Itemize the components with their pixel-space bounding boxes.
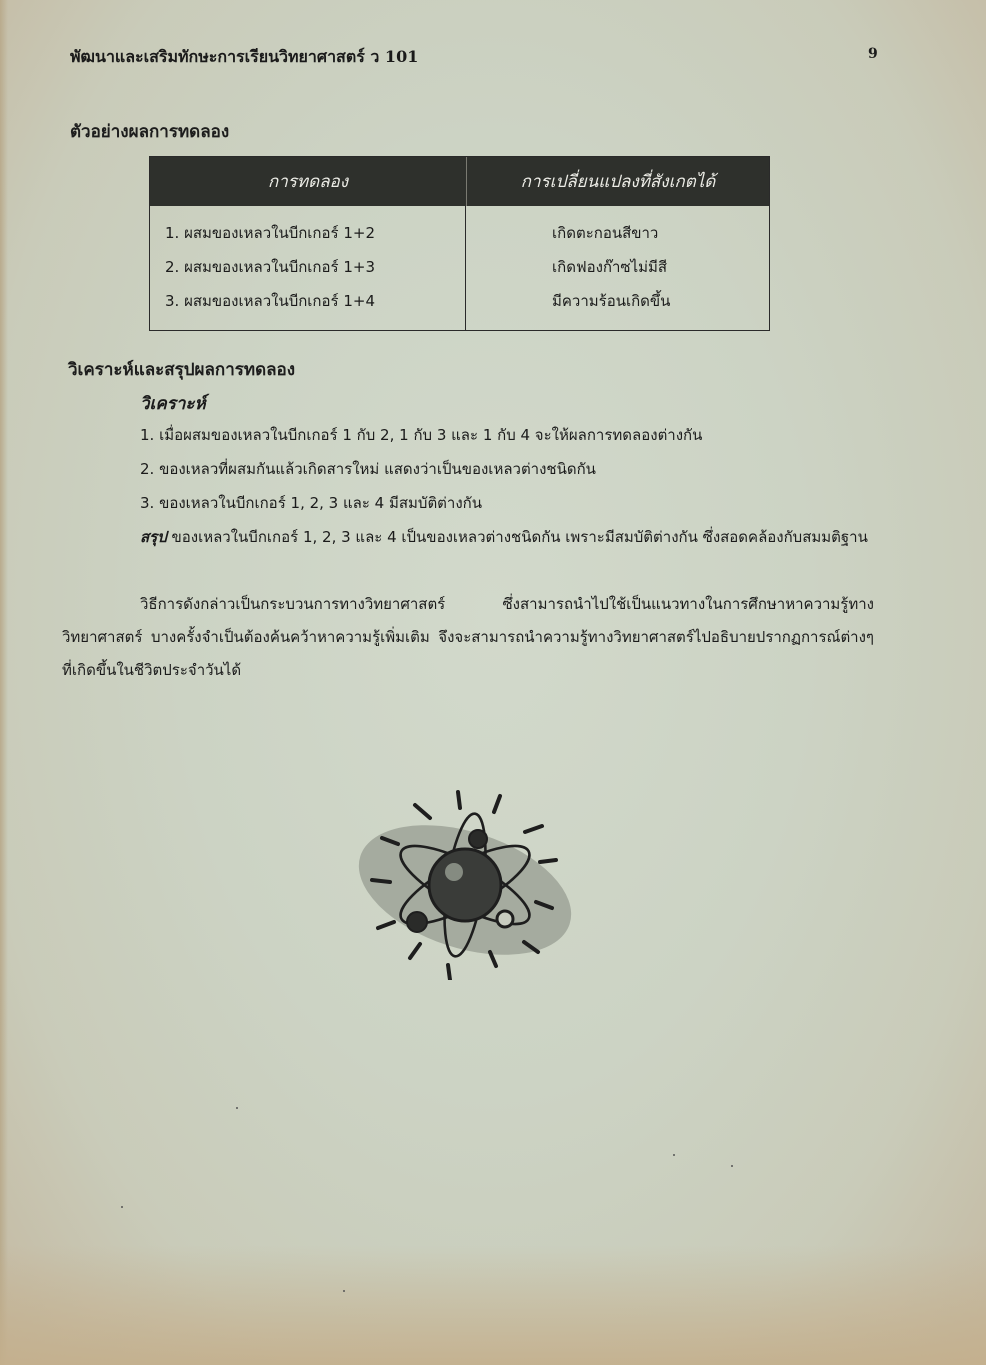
column-header-experiment: การทดลอง xyxy=(150,157,467,206)
conclusion-paragraph xyxy=(62,521,874,554)
table-cell-experiment: 1. ผสมของเหลวในบีกเกอร์ 1+2 xyxy=(165,224,376,242)
running-title: พัฒนาและเสริมทักษะการเรียนวิทยาศาสตร์ ว 101 xyxy=(70,47,419,66)
table-cell-observation: เกิดฟองก๊าซไม่มีสี xyxy=(552,258,668,276)
conclusion-text: ของเหลวในบีกเกอร์ 1, 2, 3 และ 4 เป็นของเหลวต่างชนิดกัน เพราะมีสมบัติต่างกัน ซึ่งสอดคล้องกับสมมติฐาน xyxy=(166,528,868,546)
scan-speck xyxy=(731,1165,733,1167)
atom-icon xyxy=(340,780,590,980)
analysis-item: 1. เมื่อผสมของเหลวในบีกเกอร์ 1 กับ 2, 1 กับ 3 และ 1 กับ 4 จะให้ผลการทดลองต่างกัน xyxy=(140,426,703,444)
analysis-item: 3. ของเหลวในบีกเกอร์ 1, 2, 3 และ 4 มีสมบัติต่างกัน xyxy=(140,494,483,512)
analysis-subheading: วิเคราะห์ xyxy=(140,394,206,414)
table-header xyxy=(150,157,769,206)
table-body xyxy=(150,206,769,330)
scan-speck xyxy=(343,1290,345,1292)
method-paragraph xyxy=(62,588,874,687)
analysis-heading: วิเคราะห์และสรุปผลการทดลอง xyxy=(68,360,296,380)
table-cell-experiment: 2. ผสมของเหลวในบีกเกอร์ 1+3 xyxy=(165,258,376,276)
analysis-item: 2. ของเหลวที่ผสมกันแล้วเกิดสารใหม่ แสดงว่าเป็นของเหลวต่างชนิดกัน xyxy=(140,460,596,478)
table-cell-observation: เกิดตะกอนสีขาว xyxy=(552,224,659,242)
table-cell-observation: มีความร้อนเกิดขึ้น xyxy=(552,292,671,310)
conclusion-label: สรุป xyxy=(140,528,167,546)
page-number: 9 xyxy=(868,46,878,62)
analysis-list xyxy=(140,424,880,526)
table-cell-experiment: 3. ผสมของเหลวในบีกเกอร์ 1+4 xyxy=(165,292,376,310)
scan-speck xyxy=(673,1154,675,1156)
method-text: วิธีการดังกล่าวเป็นกระบวนการทางวิทยาศาสตร์ ซึ่งสามารถนำไปใช้เป็นแนวทางในการศึกษาหาความรู้ทางวิทยาศาสตร์ บางครั้งจำเป็นต้องค้นคว้าหาความรู้เพิ่มเติม จึงจะสามารถนำความรู้ทางวิทยาศาสตร์ไปอธิบายปรากฏการณ์ต่างๆ ที่เกิดขึ้นในชีวิตประจำวันได้ xyxy=(62,595,874,679)
scan-speck xyxy=(121,1206,123,1208)
experiment-column xyxy=(150,206,466,330)
column-header-observation: การเปลี่ยนแปลงที่สังเกตได้ xyxy=(520,172,716,192)
results-table xyxy=(149,156,770,331)
example-results-heading: ตัวอย่างผลการทดลอง xyxy=(70,122,230,142)
page-edge-shadow xyxy=(0,1245,986,1365)
page-edge xyxy=(0,0,8,1365)
scan-speck xyxy=(236,1107,238,1109)
observation-column xyxy=(466,206,769,330)
